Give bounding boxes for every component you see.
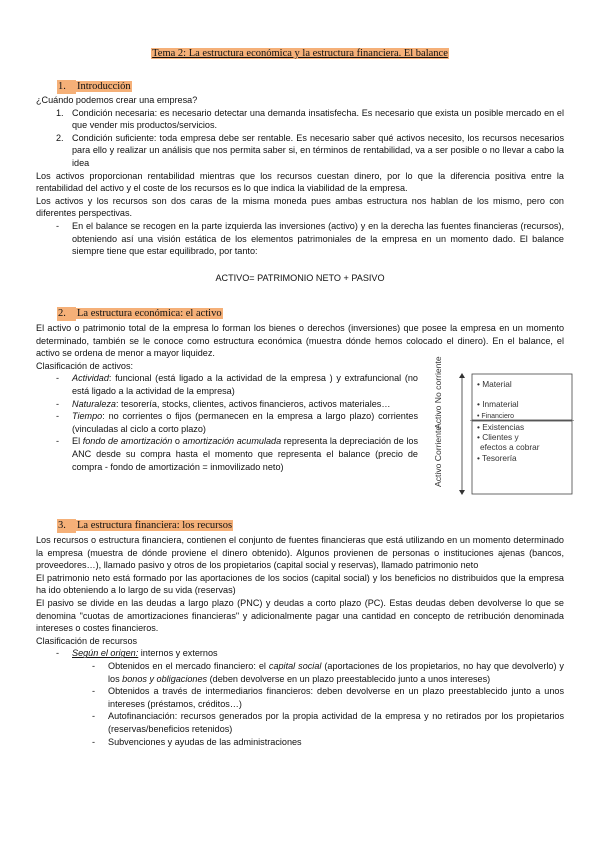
list-item: - Tiempo: no corrientes o fijos (permanecen en la empresa a largo plazo) corrientes (vinculadas al ciclo a corto plazo) bbox=[56, 411, 418, 434]
diagram-item: • Material bbox=[477, 379, 512, 389]
diagram-item: • Tesorería bbox=[477, 453, 517, 463]
section-3-body bbox=[36, 534, 564, 748]
paragraph: El pasivo se divide en las deudas a largo plazo (PNC) y deudas a corto plazo (PC). Estas deudas deben devolverse lo que se denomina "cuotas de amortizaciones financieras" y adicionalmente pagar una cantidad en concepto de retribución denominada intereses o costes financieros. bbox=[36, 597, 564, 634]
diagram-item: • Inmaterial bbox=[477, 399, 519, 409]
section-2-heading: 2. La estructura económica: el activo bbox=[58, 308, 222, 319]
list-item: - En el balance se recogen en la parte izquierda las inversiones (activo) y en la derecha las fuentes financieras (recursos), obteniendo así una visión estática de los elementos patrimoniales de la empresa en un momento dado. El balance siempre tiene que estar equilibrado, por tanto: bbox=[56, 220, 564, 257]
section-1-heading: 1. Introducción bbox=[58, 81, 131, 92]
asset-classification-list bbox=[36, 372, 418, 473]
paragraph: El activo o patrimonio total de la empresa lo forman los bienes o derechos (inversiones) que posee la empresa en un momento determinado, también se le conoce como estructura económica (muestra dónde hemos colocado el dinero). En el balance, el activo se ordena de menor a mayor liquidez. bbox=[36, 323, 564, 359]
list-item: 1. Condición necesaria: es necesario detectar una demanda insatisfecha. Es necesario que exista un posible mercado en el que vender mis productos/servicios. bbox=[56, 107, 564, 131]
list-item: - Según el origen: internos y externos bbox=[56, 648, 218, 659]
diagram-item: • Clientes y bbox=[477, 432, 519, 442]
list-item: 2. Condición suficiente: toda empresa debe ser rentable. Es necesario saber qué activos necesito, los recursos necesarios para ello y realizar un análisis que nos permita saber si, en términos de rentabilidad, va a ser posible o no llevar a cabo la idea bbox=[56, 132, 564, 168]
list-item: - Subvenciones y ayudas de las administraciones bbox=[92, 736, 302, 747]
list-item: - Obtenidos en el mercado financiero: el capital social (aportaciones de los propietarios, no hay que devolverlo) y los bonos y obligaciones (deben devolverse en un plazo preestablecido junto a unos intereses) bbox=[92, 660, 564, 684]
balance-formula: ACTIVO= PATRIMONIO NETO + PASIVO bbox=[215, 272, 385, 283]
paragraph: Clasificación de activos: bbox=[36, 360, 134, 371]
diagram-item: • Existencias bbox=[477, 422, 525, 432]
paragraph: Los recursos o estructura financiera, contienen el conjunto de fuentes financieras que está utilizando en un momento determinado la empresa (muestra de dónde proviene el dinero obtenido). Algunos provienen de personas o instituciones ajenas (bancos, proveedores…), llamado pasivo y otros de los propietarios (capital social y reservas), llamado patrimonio neto bbox=[36, 535, 564, 571]
question-text: ¿Cuándo podemos crear una empresa? bbox=[36, 95, 198, 105]
list-item: - Naturaleza: tesorería, stocks, clientes, activos financieros, activos materiales… bbox=[56, 398, 391, 409]
section-3-heading: 3. La estructura financiera: los recursos bbox=[58, 520, 233, 531]
activo-no-corriente-label: Activo No corriente bbox=[433, 356, 443, 429]
paragraph: El patrimonio neto está formado por las aportaciones de los socios (capital social) y los beneficios no distribuidos que la empresa ha ido obteniendo a lo largo de su vida (reservas) bbox=[36, 572, 564, 596]
diagram-item: • Financiero bbox=[477, 413, 515, 420]
activo-diagram bbox=[424, 356, 576, 498]
diagram-item: efectos a cobrar bbox=[480, 442, 540, 452]
document-title: Tema 2: La estructura económica y la estructura financiera. El balance bbox=[152, 48, 448, 59]
list-item: - El fondo de amortización o amortización acumulada representa la depreciación de los ANC desde su compra hasta el momento que representa el balance (precio de compra - fondo de amortización = inmovilizado neto) bbox=[56, 436, 418, 472]
paragraph: Los activos proporcionan rentabilidad mientras que los recursos cuestan dinero, por lo que la diferencia positiva entre la rentabilidad del activo y el coste de los recursos es lo que indica la viabilidad de la empresa. bbox=[36, 170, 564, 194]
section-1-body bbox=[36, 94, 564, 284]
list-item: - Autofinanciación: recursos generados por la propia actividad de la empresa y no retirados por los propietarios (reservas/beneficios retenidos) bbox=[92, 711, 564, 734]
list-item: - Obtenidos a través de intermediarios financieros: deben devolverse en un plazo preestablecido junto a unos intereses (préstamos, créditos…) bbox=[92, 686, 564, 709]
paragraph: Clasificación de recursos bbox=[36, 635, 138, 646]
list-item: - Actividad: funcional (está ligado a la actividad de la empresa ) y extrafuncional (no está ligado a la actividad de la empresa) bbox=[56, 373, 418, 396]
activo-corriente-label: Activo Corriente bbox=[433, 425, 443, 487]
paragraph: Los activos y los recursos son dos caras de la misma moneda pues ambas estructura nos hablan de los mismo, pero con diferentes perspectivas. bbox=[36, 195, 564, 219]
